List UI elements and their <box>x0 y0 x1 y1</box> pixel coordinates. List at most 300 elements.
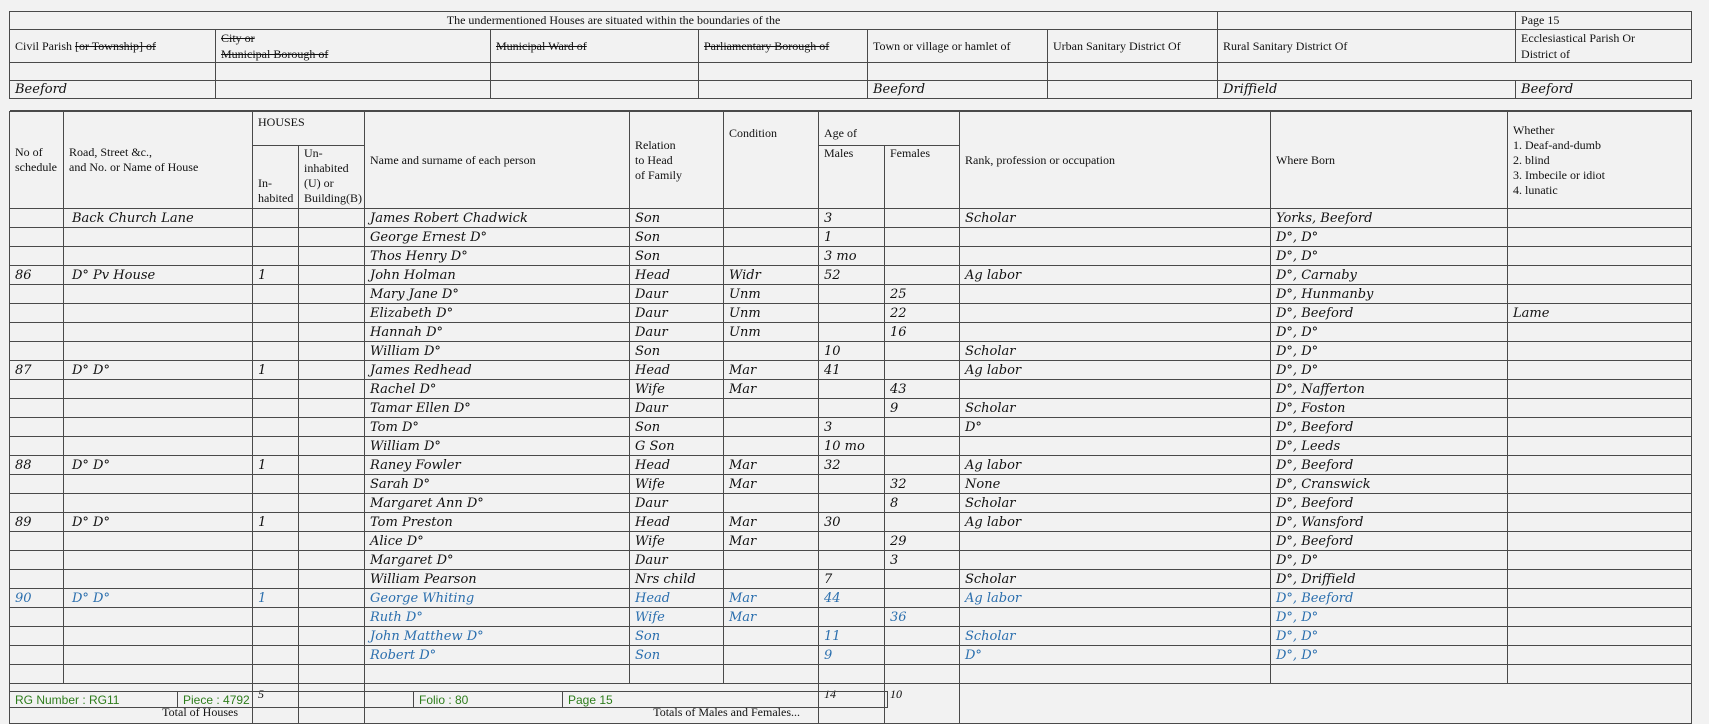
table-row <box>10 589 1692 608</box>
uninhabited-cell <box>299 361 365 380</box>
inhabited-cell <box>253 437 299 456</box>
condition-cell <box>724 665 819 684</box>
table-row <box>10 532 1692 551</box>
schedule-cell <box>10 665 64 684</box>
value-urban <box>1048 81 1218 99</box>
infirmity-cell <box>1508 456 1692 475</box>
infirmity-cell <box>1508 665 1692 684</box>
table-row <box>10 323 1692 342</box>
road-cell <box>64 228 253 247</box>
label-rural: Rural Sanitary District Of <box>1218 30 1516 63</box>
relation-cell: Daur <box>630 399 724 418</box>
condition-cell: Mar <box>724 456 819 475</box>
birthplace-cell: D°, D° <box>1271 228 1508 247</box>
road-cell <box>64 247 253 266</box>
occupation-cell <box>960 228 1271 247</box>
female-age <box>885 361 960 380</box>
relation-cell: Wife <box>630 475 724 494</box>
female-age: 29 <box>885 532 960 551</box>
person-name: Tom D° <box>365 418 630 437</box>
inhabited-cell: 1 <box>253 456 299 475</box>
condition-cell: Mar <box>724 361 819 380</box>
relation-cell: Wife <box>630 608 724 627</box>
condition-cell: Widr <box>724 266 819 285</box>
birthplace-cell: D°, Nafferton <box>1271 380 1508 399</box>
occupation-cell <box>960 551 1271 570</box>
condition-cell: Unm <box>724 304 819 323</box>
infirmity-cell <box>1508 608 1692 627</box>
schedule-cell <box>10 494 64 513</box>
inhabited-cell: 1 <box>253 266 299 285</box>
table-row <box>10 437 1692 456</box>
uninhabited-cell <box>299 418 365 437</box>
person-name: Margaret D° <box>365 551 630 570</box>
table-row <box>10 551 1692 570</box>
col-condition: Condition <box>724 112 819 209</box>
male-age: 1 <box>819 228 885 247</box>
relation-cell: G Son <box>630 437 724 456</box>
birthplace-cell: D°, D° <box>1271 551 1508 570</box>
relation-cell: Daur <box>630 551 724 570</box>
female-age <box>885 665 960 684</box>
male-age: 41 <box>819 361 885 380</box>
uninhabited-cell <box>299 513 365 532</box>
table-row <box>10 456 1692 475</box>
occupation-cell: Scholar <box>960 570 1271 589</box>
road-cell <box>64 304 253 323</box>
road-cell <box>64 399 253 418</box>
condition-cell <box>724 551 819 570</box>
value-town: Beeford <box>868 81 1048 99</box>
person-name: William Pearson <box>365 570 630 589</box>
birthplace-cell: D°, D° <box>1271 342 1508 361</box>
occupation-cell: Scholar <box>960 494 1271 513</box>
inhabited-cell <box>253 228 299 247</box>
schedule-cell <box>10 399 64 418</box>
relation-cell: Wife <box>630 532 724 551</box>
inhabited-cell <box>253 380 299 399</box>
infirmity-cell <box>1508 247 1692 266</box>
birthplace-cell: D°, Leeds <box>1271 437 1508 456</box>
uninhabited-cell <box>299 646 365 665</box>
inhabited-cell <box>253 570 299 589</box>
table-row <box>10 608 1692 627</box>
totals-blank <box>960 684 1692 724</box>
occupation-cell: Ag labor <box>960 589 1271 608</box>
female-age <box>885 342 960 361</box>
schedule-cell <box>10 570 64 589</box>
inhabited-cell <box>253 494 299 513</box>
occupation-cell <box>960 608 1271 627</box>
birthplace-cell: D°, D° <box>1271 646 1508 665</box>
infirmity-cell <box>1508 285 1692 304</box>
road-cell <box>64 342 253 361</box>
person-name: Robert D° <box>365 646 630 665</box>
road-cell <box>64 627 253 646</box>
road-cell: D° D° <box>64 589 253 608</box>
table-row <box>10 266 1692 285</box>
road-cell <box>64 323 253 342</box>
inhabited-cell <box>253 646 299 665</box>
table-row <box>10 247 1692 266</box>
schedule-cell <box>10 608 64 627</box>
table-row <box>10 304 1692 323</box>
condition-cell: Mar <box>724 380 819 399</box>
inhabited-cell <box>253 418 299 437</box>
col-uninhabited: Un- inhabited (U) or Building(B) <box>299 146 365 209</box>
schedule-cell: 88 <box>10 456 64 475</box>
table-row <box>10 646 1692 665</box>
uninhabited-cell <box>299 627 365 646</box>
uninhabited-cell <box>299 456 365 475</box>
col-females: Females <box>885 146 960 209</box>
male-age: 30 <box>819 513 885 532</box>
occupation-cell: Scholar <box>960 399 1271 418</box>
person-name: Mary Jane D° <box>365 285 630 304</box>
value-parliamentary <box>699 81 868 99</box>
inhabited-cell: 1 <box>253 589 299 608</box>
col-schedule: No of schedule <box>10 112 64 209</box>
birthplace-cell: D°, D° <box>1271 323 1508 342</box>
schedule-cell <box>10 285 64 304</box>
occupation-cell <box>960 532 1271 551</box>
birthplace-cell: D°, Beeford <box>1271 304 1508 323</box>
male-age: 10 mo <box>819 437 885 456</box>
uninhabited-cell <box>299 323 365 342</box>
female-age <box>885 209 960 228</box>
rg-number: RG Number : RG11 <box>10 692 178 708</box>
occupation-cell <box>960 323 1271 342</box>
occupation-cell: Scholar <box>960 209 1271 228</box>
male-age: 44 <box>819 589 885 608</box>
relation-cell: Daur <box>630 285 724 304</box>
road-cell <box>64 494 253 513</box>
female-age <box>885 589 960 608</box>
boundaries-header <box>9 11 1692 111</box>
person-name: Elizabeth D° <box>365 304 630 323</box>
schedule-cell <box>10 437 64 456</box>
person-name: John Holman <box>365 266 630 285</box>
page-number: Page 15 <box>1516 12 1692 30</box>
person-name: Thos Henry D° <box>365 247 630 266</box>
condition-cell <box>724 418 819 437</box>
relation-cell: Son <box>630 627 724 646</box>
condition-cell <box>724 342 819 361</box>
person-name: Hannah D° <box>365 323 630 342</box>
occupation-cell: D° <box>960 646 1271 665</box>
female-age: 36 <box>885 608 960 627</box>
road-cell <box>64 646 253 665</box>
schedule-cell <box>10 209 64 228</box>
male-age <box>819 323 885 342</box>
road-cell: Back Church Lane <box>64 209 253 228</box>
female-age: 22 <box>885 304 960 323</box>
schedule-cell: 90 <box>10 589 64 608</box>
table-row <box>10 513 1692 532</box>
female-age: 25 <box>885 285 960 304</box>
birthplace-cell: D°, Beeford <box>1271 532 1508 551</box>
relation-cell: Daur <box>630 304 724 323</box>
label-ecclesiastical: Ecclesiastical Parish Or District of <box>1516 30 1692 63</box>
person-name: George Whiting <box>365 589 630 608</box>
occupation-cell <box>960 247 1271 266</box>
infirmity-cell <box>1508 570 1692 589</box>
schedule-cell <box>10 228 64 247</box>
male-age <box>819 665 885 684</box>
male-age <box>819 380 885 399</box>
schedule-cell <box>10 475 64 494</box>
infirmity-cell: Lame <box>1508 304 1692 323</box>
table-row <box>10 570 1692 589</box>
road-cell <box>64 475 253 494</box>
inhabited-cell <box>253 627 299 646</box>
schedule-cell <box>10 627 64 646</box>
condition-cell <box>724 228 819 247</box>
table-row <box>10 665 1692 684</box>
relation-cell: Head <box>630 589 724 608</box>
person-name: Tamar Ellen D° <box>365 399 630 418</box>
road-cell <box>64 285 253 304</box>
col-road: Road, Street &c., and No. or Name of House <box>64 112 253 209</box>
table-row <box>10 399 1692 418</box>
female-age <box>885 627 960 646</box>
relation-cell: Son <box>630 418 724 437</box>
infirmity-cell <box>1508 627 1692 646</box>
uninhabited-cell <box>299 475 365 494</box>
occupation-cell: None <box>960 475 1271 494</box>
person-name: Margaret Ann D° <box>365 494 630 513</box>
infirmity-cell <box>1508 494 1692 513</box>
inhabited-cell <box>253 342 299 361</box>
condition-cell <box>724 494 819 513</box>
spacer-cell <box>868 63 1048 81</box>
infirmity-cell <box>1508 646 1692 665</box>
label-city: City or Municipal Borough of <box>216 30 491 63</box>
column-headers <box>10 112 1692 209</box>
spacer-cell <box>1048 63 1218 81</box>
uninhabited-cell <box>299 608 365 627</box>
uninhabited-cell <box>299 380 365 399</box>
uninhabited-cell <box>299 209 365 228</box>
person-name: John Matthew D° <box>365 627 630 646</box>
relation-cell: Son <box>630 342 724 361</box>
inhabited-cell <box>253 532 299 551</box>
female-age <box>885 266 960 285</box>
label-town: Town or village or hamlet of <box>868 30 1048 63</box>
road-cell: D° D° <box>64 361 253 380</box>
banner-blank <box>1218 12 1516 30</box>
uninhabited-cell <box>299 494 365 513</box>
person-name: Alice D° <box>365 532 630 551</box>
relation-cell: Head <box>630 266 724 285</box>
birthplace-cell: D°, D° <box>1271 608 1508 627</box>
spacer-cell <box>216 63 491 81</box>
occupation-cell: D° <box>960 418 1271 437</box>
uninhabited-cell <box>299 228 365 247</box>
male-age: 9 <box>819 646 885 665</box>
person-name: Ruth D° <box>365 608 630 627</box>
label-ward: Municipal Ward of <box>491 30 699 63</box>
infirmity-cell <box>1508 342 1692 361</box>
road-cell <box>64 380 253 399</box>
condition-cell: Unm <box>724 323 819 342</box>
road-cell <box>64 437 253 456</box>
female-age: 3 <box>885 551 960 570</box>
birthplace-cell: Yorks, Beeford <box>1271 209 1508 228</box>
uninhabited-cell <box>299 285 365 304</box>
infirmity-cell <box>1508 209 1692 228</box>
inhabited-cell <box>253 399 299 418</box>
schedule-cell: 87 <box>10 361 64 380</box>
male-age <box>819 304 885 323</box>
condition-cell: Mar <box>724 589 819 608</box>
col-relation: Relation to Head of Family <box>630 112 724 209</box>
schedule-cell <box>10 551 64 570</box>
inhabited-cell <box>253 323 299 342</box>
birthplace-cell: D°, Cranswick <box>1271 475 1508 494</box>
male-age <box>819 551 885 570</box>
birthplace-cell: D°, D° <box>1271 361 1508 380</box>
infirmity-cell <box>1508 361 1692 380</box>
infirmity-cell <box>1508 475 1692 494</box>
schedule-cell <box>10 646 64 665</box>
road-cell <box>64 570 253 589</box>
infirmity-cell <box>1508 380 1692 399</box>
label-civil-parish: Civil Parish [or Township] of <box>10 30 216 63</box>
schedule-cell <box>10 304 64 323</box>
col-males: Males <box>819 146 885 209</box>
female-age <box>885 228 960 247</box>
schedule-cell <box>10 380 64 399</box>
condition-cell: Mar <box>724 475 819 494</box>
male-age <box>819 399 885 418</box>
infirmity-cell <box>1508 437 1692 456</box>
census-table <box>9 111 1692 724</box>
relation-cell <box>630 665 724 684</box>
relation-cell: Son <box>630 209 724 228</box>
source-footer <box>9 691 888 708</box>
male-age <box>819 608 885 627</box>
total-females-value: 10 <box>885 684 960 724</box>
uninhabited-cell <box>299 304 365 323</box>
condition-cell <box>724 627 819 646</box>
birthplace-cell: D°, Driffield <box>1271 570 1508 589</box>
birthplace-cell: D°, Beeford <box>1271 456 1508 475</box>
folio-number: Folio : 80 <box>414 692 563 708</box>
spacer-cell <box>699 63 868 81</box>
relation-cell: Son <box>630 247 724 266</box>
uninhabited-cell <box>299 570 365 589</box>
occupation-cell: Ag labor <box>960 361 1271 380</box>
male-age: 52 <box>819 266 885 285</box>
schedule-cell: 86 <box>10 266 64 285</box>
table-row <box>10 361 1692 380</box>
value-city <box>216 81 491 99</box>
relation-cell: Son <box>630 646 724 665</box>
male-age: 32 <box>819 456 885 475</box>
value-ecclesiastical: Beeford <box>1516 81 1692 99</box>
col-rank: Rank, profession or occupation <box>960 112 1271 209</box>
label-urban: Urban Sanitary District Of <box>1048 30 1218 63</box>
relation-cell: Head <box>630 456 724 475</box>
schedule-cell <box>10 323 64 342</box>
person-name: James Robert Chadwick <box>365 209 630 228</box>
condition-cell <box>724 247 819 266</box>
census-sheet <box>9 11 1691 724</box>
infirmity-cell <box>1508 399 1692 418</box>
road-cell <box>64 551 253 570</box>
female-age <box>885 570 960 589</box>
uninhabited-cell <box>299 532 365 551</box>
uninhabited-cell <box>299 399 365 418</box>
infirmity-cell <box>1508 513 1692 532</box>
inhabited-cell <box>253 551 299 570</box>
condition-cell <box>724 399 819 418</box>
table-row <box>10 380 1692 399</box>
inhabited-cell <box>253 285 299 304</box>
schedule-cell <box>10 247 64 266</box>
table-row <box>10 342 1692 361</box>
table-row <box>10 494 1692 513</box>
female-age: 43 <box>885 380 960 399</box>
road-cell: D° D° <box>64 456 253 475</box>
value-rural: Driffield <box>1218 81 1516 99</box>
spacer-cell <box>491 63 699 81</box>
female-age: 16 <box>885 323 960 342</box>
person-name: William D° <box>365 437 630 456</box>
banner-text: The undermentioned Houses are situated within the boundaries of the <box>10 12 1218 30</box>
value-civil-parish: Beeford <box>10 81 216 99</box>
female-age: 9 <box>885 399 960 418</box>
table-row <box>10 285 1692 304</box>
female-age: 8 <box>885 494 960 513</box>
male-age: 3 <box>819 209 885 228</box>
relation-cell: Head <box>630 361 724 380</box>
birthplace-cell: D°, D° <box>1271 627 1508 646</box>
female-age <box>885 646 960 665</box>
table-row <box>10 627 1692 646</box>
uninhabited-cell <box>299 342 365 361</box>
road-cell <box>64 418 253 437</box>
road-cell: D° Pv House <box>64 266 253 285</box>
birthplace-cell: D°, Foston <box>1271 399 1508 418</box>
person-name: Sarah D° <box>365 475 630 494</box>
census-rows <box>10 209 1692 684</box>
infirmity-cell <box>1508 266 1692 285</box>
inhabited-cell <box>253 608 299 627</box>
col-born: Where Born <box>1271 112 1508 209</box>
person-name: James Redhead <box>365 361 630 380</box>
infirmity-cell <box>1508 532 1692 551</box>
inhabited-cell <box>253 247 299 266</box>
male-age <box>819 285 885 304</box>
piece-number: Piece : 4792 <box>178 692 414 708</box>
occupation-cell: Ag labor <box>960 266 1271 285</box>
birthplace-cell <box>1271 665 1508 684</box>
value-ward <box>491 81 699 99</box>
schedule-cell <box>10 418 64 437</box>
occupation-cell <box>960 285 1271 304</box>
schedule-cell <box>10 532 64 551</box>
infirmity-cell <box>1508 589 1692 608</box>
road-cell <box>64 665 253 684</box>
condition-cell: Mar <box>724 532 819 551</box>
col-whether: Whether 1. Deaf-and-dumb 2. blind 3. Imbecile or idiot 4. lunatic <box>1508 112 1692 209</box>
male-age <box>819 494 885 513</box>
infirmity-cell <box>1508 228 1692 247</box>
schedule-cell: 89 <box>10 513 64 532</box>
uninhabited-cell <box>299 551 365 570</box>
